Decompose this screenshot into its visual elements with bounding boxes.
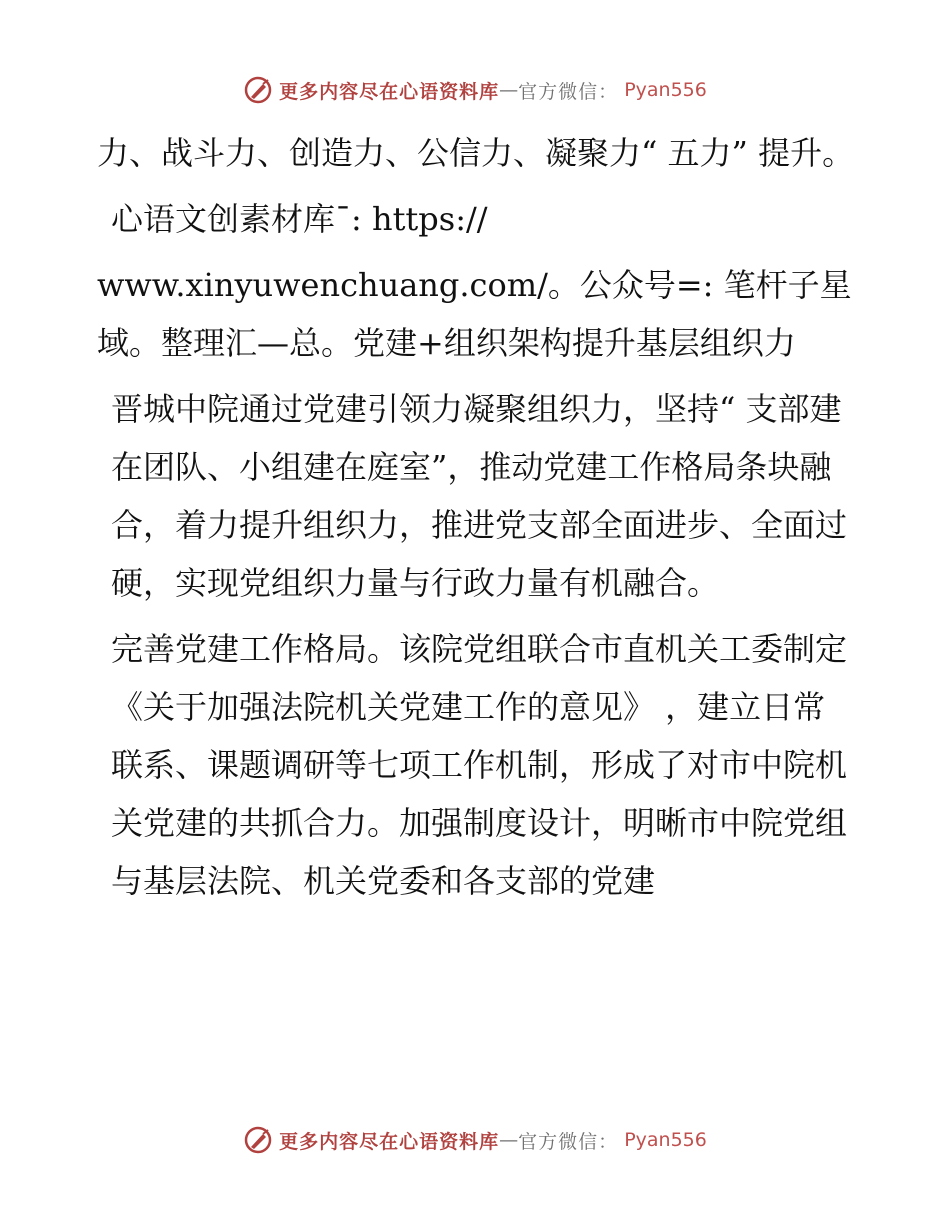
watermark-channel: 官方微信： [518, 1130, 619, 1153]
paragraph-five-powers: 力、战斗力、创造力、公信力、凝聚力“ 五力” 提升。 [97, 134, 855, 172]
quill-seal-icon [243, 1125, 273, 1155]
document-body [97, 124, 857, 918]
quill-seal-icon [243, 75, 273, 105]
watermark-id: Pyan556 [624, 1129, 707, 1151]
paragraph-source-line: 心语文创素材库¯: https:// [111, 200, 488, 238]
watermark-channel: 官方微信： [518, 80, 619, 103]
paragraph-jincheng-court: 晋城中院通过党建引领力凝聚组织力，坚持“ 支部建在团队、小组建在庭室”，推动党建工作格局条块融合，着力提升组织力，推进党支部全面进步、全面过硬，实现党组织力量与行政力量有机融合。 [111, 390, 848, 602]
watermark-separator: — [499, 1129, 519, 1151]
paragraph-source-url: www.xinyuwenchuang.com/。公众号=: 笔杆子星域。整理汇—总。党建+组织架构提升基层组织力 [97, 266, 852, 362]
paragraph-improve-structure: 完善党建工作格局。该院党组联合市直机关工委制定《关于加强法院机关党建工作的意见》 ，建立日常联系、课题调研等七项工作机制，形成了对市中院机关党建的共抓合力。加强制度设计，明晰市中院党组与基层法院、机关党委和各支部的党建 [111, 630, 848, 900]
watermark-brand: 更多内容尽在心语资料库 [279, 1130, 500, 1153]
watermark-separator: — [499, 79, 519, 101]
watermark-id: Pyan556 [624, 79, 707, 101]
footer-watermark [0, 1120, 950, 1160]
watermark-brand: 更多内容尽在心语资料库 [279, 80, 500, 103]
header-watermark [0, 70, 950, 110]
